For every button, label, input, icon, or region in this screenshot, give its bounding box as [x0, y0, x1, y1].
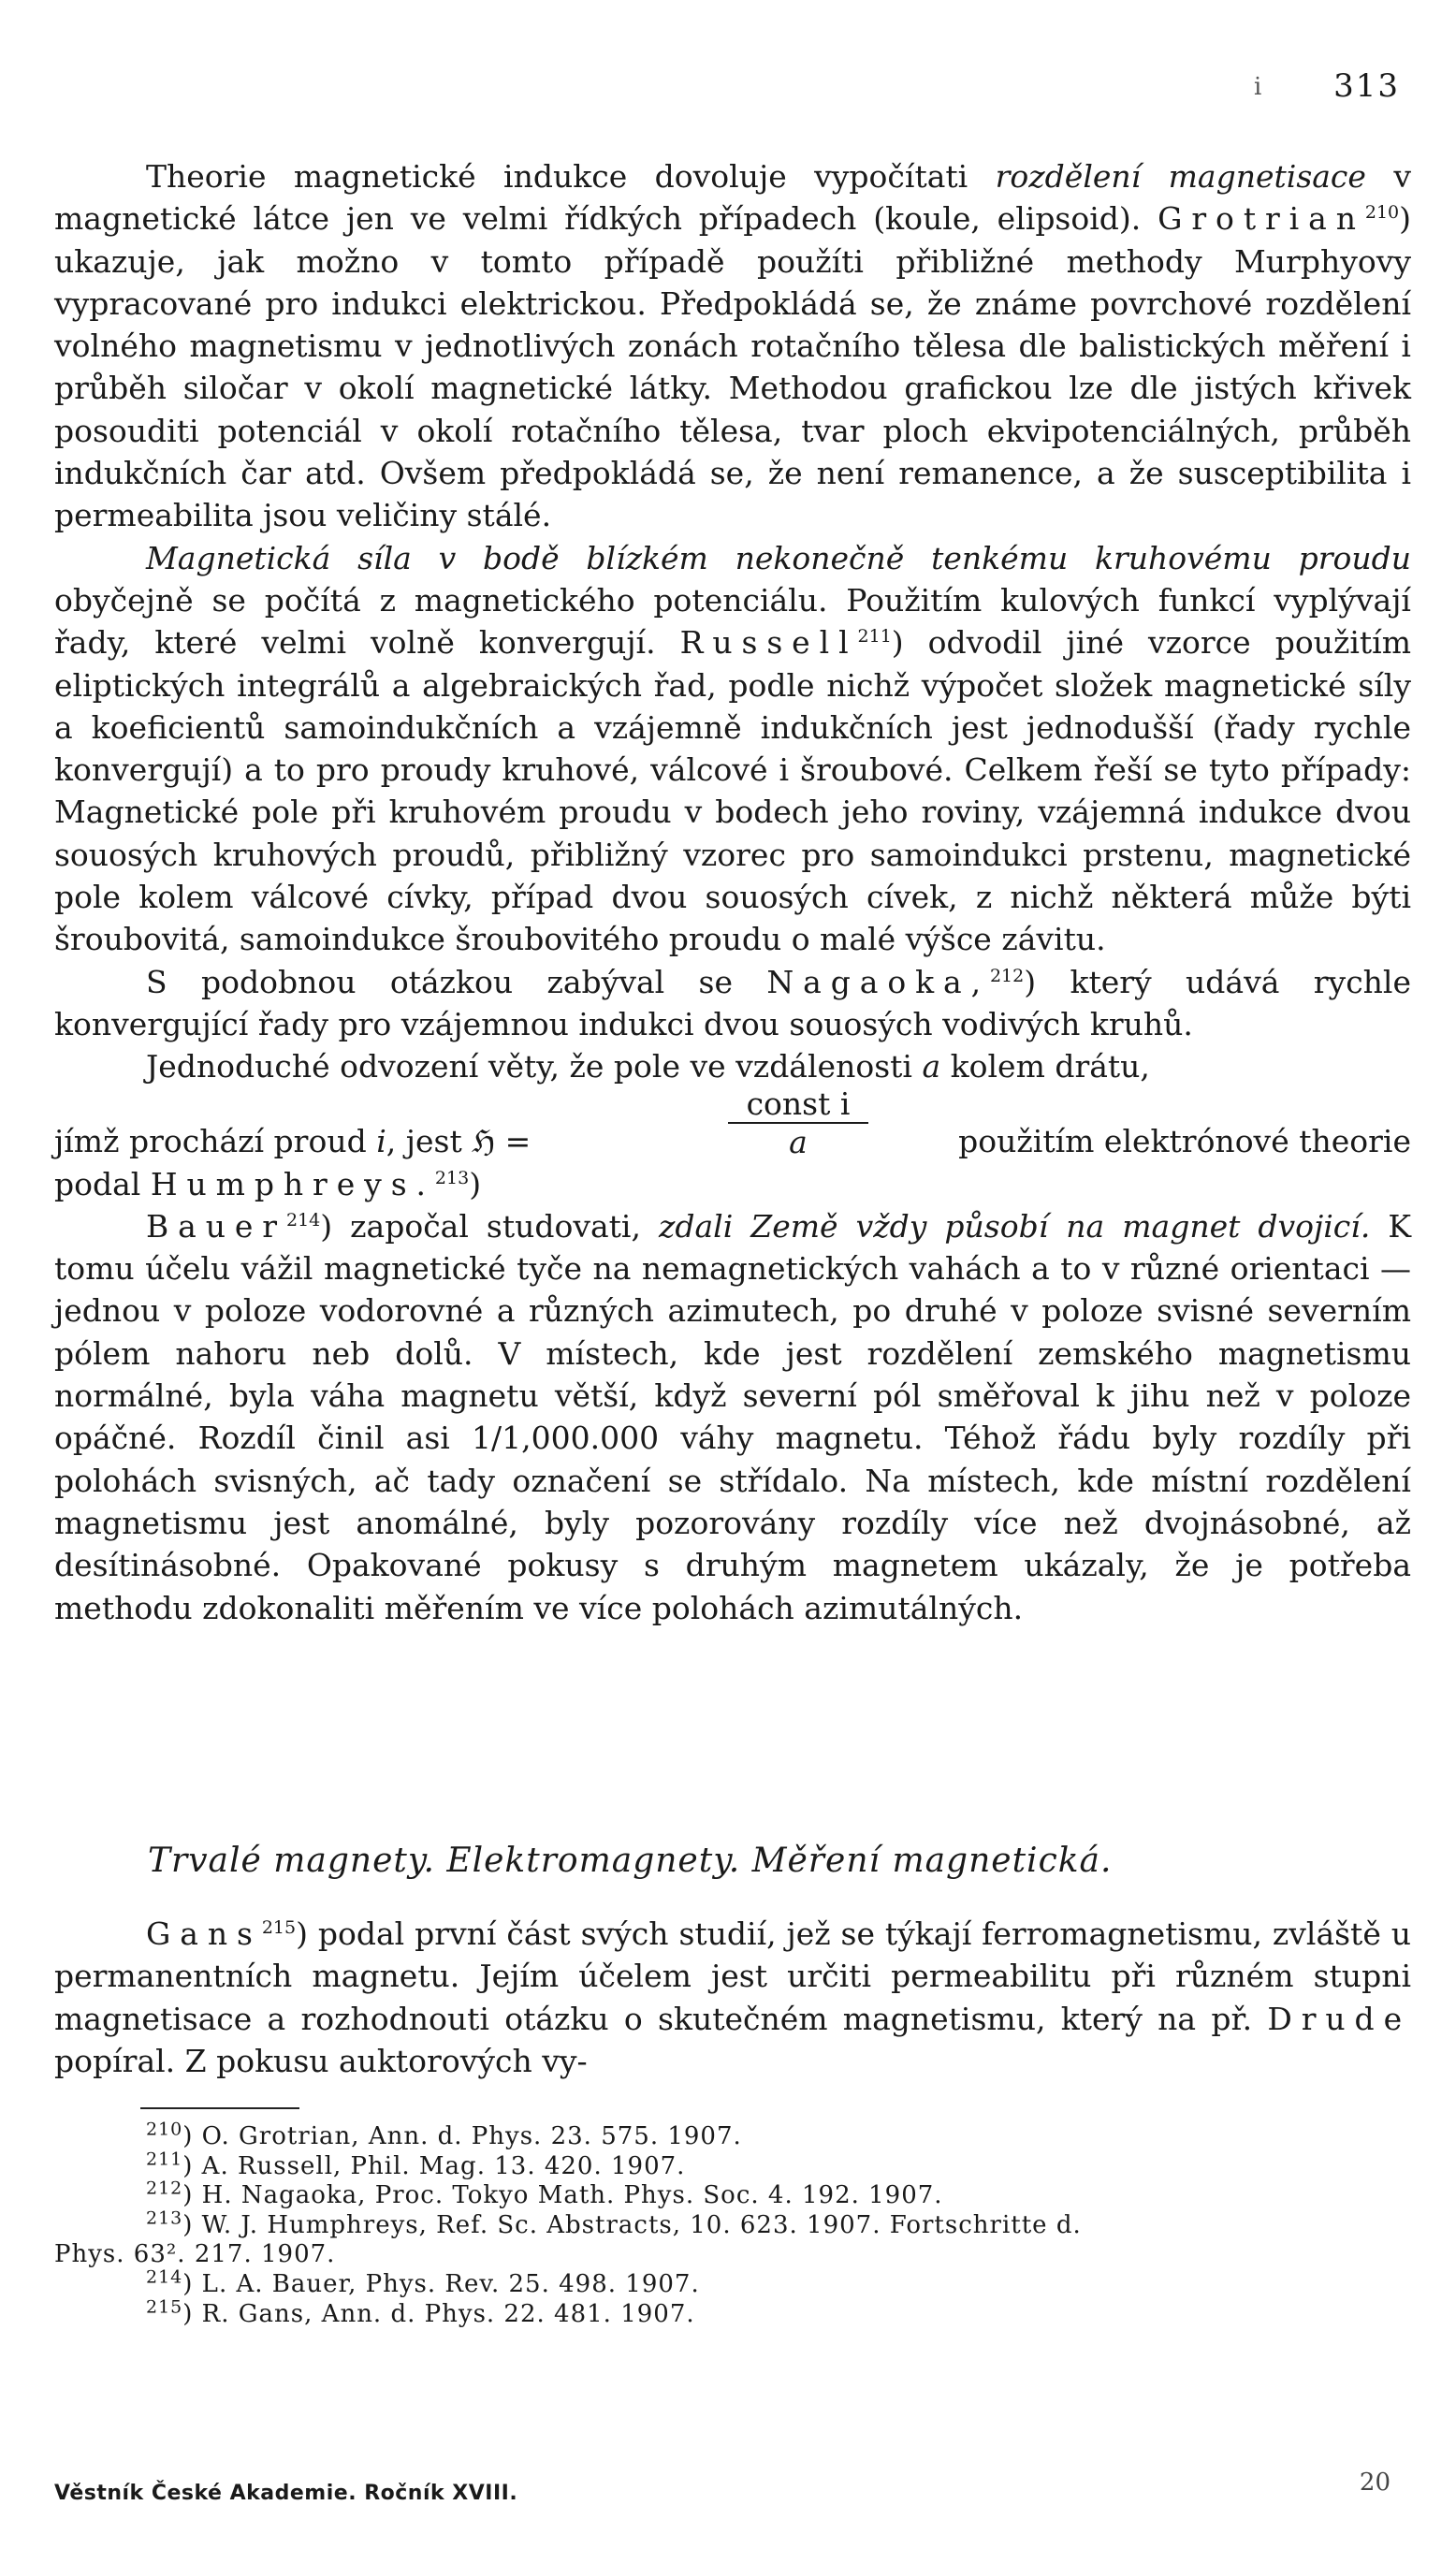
paragraph-6: Gans$^{215}$) podal první část svých studií, jež se týkají ferromagnetismu, zvláště u permanentních magnetu. Jejím účelem jest určiti permeabilitu při různém stupni magnetisace a rozhodnouti otázku o skutečném magnetismu, který na př. Drude popíral. Z pokusu auktorových vy- [54, 1915, 1411, 2079]
footnote-ref: 213 [434, 1167, 470, 1188]
author-name: Drude [1267, 2000, 1411, 2037]
footnote-ref: 211 [857, 626, 892, 648]
footnote: $^{213}$) W. J. Humphreys, Ref. Sc. Abstracts, 10. 623. 1907. Fortschritte d. [146, 2207, 1082, 2239]
margin-mark: i [1254, 73, 1262, 101]
author-name: Russell [679, 624, 858, 662]
footnote-continuation: Phys. 63². 217. 1907. [54, 2240, 336, 2269]
footnote: $^{212}$) H. Nagaoka, Proc. Tokyo Math. Phys. Soc. 4. 192. 1907. [146, 2178, 943, 2210]
author-name: Nagaoka, [766, 963, 990, 1000]
paragraph-4: Jednoduché odvození věty, že pole ve vzdálenosti a kolem drátu, [146, 1048, 1150, 1085]
paragraph-5: Bauer$^{214}$) započal studovati, zdali Země vždy působí na magnet dvojicí. K tomu účelu vážil magnetické tyče na nemagnetických vahách a to v různé orientaci — jednou v poloze vodorovné a různých azimutech, po druhé v poloze svisné severním pólem nahoru neb dolů. V místech, kde jest rozdělení zemského magnetismu normálné, byla váha magnetu větší, když severní pól směřoval k jihu než v poloze opáčné. Rozdíl činil asi 1/1,000.000 váhy magnetu. Téhož řádu byly rozdíly při polohách svisných, ač tady označení se střídalo. Na místech, kde místní rozdělení magnetismu jest anomálné, byly pozorovány rozdíly více než dvojnásobné, až desítinásobné. Opakované pokusy s druhým magnetem ukázaly, že je potřeba methodu zdokonaliti měřením ve více polohách azimutálných. [54, 1207, 1411, 1626]
footnote-ref: 210 [1364, 202, 1400, 224]
footnote: $^{211}$) A. Russell, Phil. Mag. 13. 420. 1907. [146, 2148, 686, 2180]
section-2-text [54, 1913, 1411, 2082]
paragraph-1: Theorie magnetické indukce dovoluje vypočítati rozdělení magnetisace v magnetické látce jen ve velmi řídkých případech (koule, elipsoid). Grotrian$^{210}$) ukazuje, jak možno v tomto případě použíti přibližné methody Murphyovy vypracované pro indukci elektrickou. Předpokládá se, že známe povrchové rozdělení volného magnetismu v jednotlivých zonách rotačního tělesa dle balistických měření i průběh siločar v okolí magnetické látky. Methodou grafickou lze dle jistých křivek posouditi potenciál v okolí rotačního tělesa, tvar ploch ekvipotenciálných, průběh indukčních čar atd. Ovšem předpokládá se, že není remanence, a že susceptibilita i permeabilita jsou veličiny stálé. [54, 158, 1412, 534]
author-name: Gans [146, 1915, 262, 1952]
footnote: $^{215}$) R. Gans, Ann. d. Phys. 22. 481. 1907. [146, 2295, 695, 2328]
formula-fraction: const i a [728, 1088, 868, 1161]
author-name: Grotrian [1158, 200, 1365, 238]
footnote-ref: 214 [285, 1209, 321, 1231]
section-heading: Trvalé magnety. Elektromagnety. Měření magnetická. [148, 1842, 1113, 1880]
footnote-ref: 212 [989, 965, 1025, 986]
footnotes [54, 2119, 1411, 2329]
footnote-ref: 215 [261, 1917, 297, 1938]
journal-footer: Věstník České Akademie. Ročník XVIII. [54, 2482, 518, 2505]
page-number: 313 [1333, 67, 1400, 105]
footnote-divider [140, 2107, 299, 2109]
main-text [54, 155, 1411, 1629]
footnote: $^{210}$) O. Grotrian, Ann. d. Phys. 23. 575. 1907. [146, 2119, 742, 2150]
paragraph-4-end: podal Humphreys.$^{213}$) [54, 1165, 482, 1202]
signature-mark: 20 [1359, 2469, 1390, 2497]
author-name: Humphreys. [150, 1165, 435, 1202]
footnote: $^{214}$) L. A. Bauer, Phys. Rev. 25. 498. 1907. [146, 2266, 700, 2298]
author-name: Bauer [146, 1207, 286, 1245]
formula-symbol: ℌ = [472, 1122, 531, 1159]
formula-line: jímž prochází proud i, jest ℌ = const i a použitím elektrónové theorie [54, 1085, 1411, 1160]
paragraph-3: S podobnou otázkou zabýval se Nagaoka,$^{212}$) který udává rychle konvergující řady pro vzájemnou indukci dvou souosých vodivých kruhů. [54, 963, 1412, 1042]
paragraph-2: Magnetická síla v bodě blízkém nekonečně tenkému kruhovému proudu obyčejně se počítá z magnetického potenciálu. Použitím kulových funkcí vyplývají řady, které velmi volně konvergují. Russell$^{211}$) odvodil jiné vzorce použitím eliptických integrálů a algebraických řad, podle nichž výpočet složek magnetické síly a koeficientů samoindukčních a vzájemně indukčních jest jednodušší (řady rychle konvergují) a to pro proudy kruhové, válcové i šroubové. Celkem řeší se tyto případy: Magnetické pole při kruhovém proudu v bodech jeho roviny, vzájemná indukce dvou souosých kruhových proudů, přibližný vzorec pro samoindukci prstenu, magnetické pole kolem válcové cívky, případ dvou souosých cívek, z nichž některá může býti šroubovitá, samoindukce šroubovitého proudu o malé výšce závitu. [54, 539, 1411, 958]
